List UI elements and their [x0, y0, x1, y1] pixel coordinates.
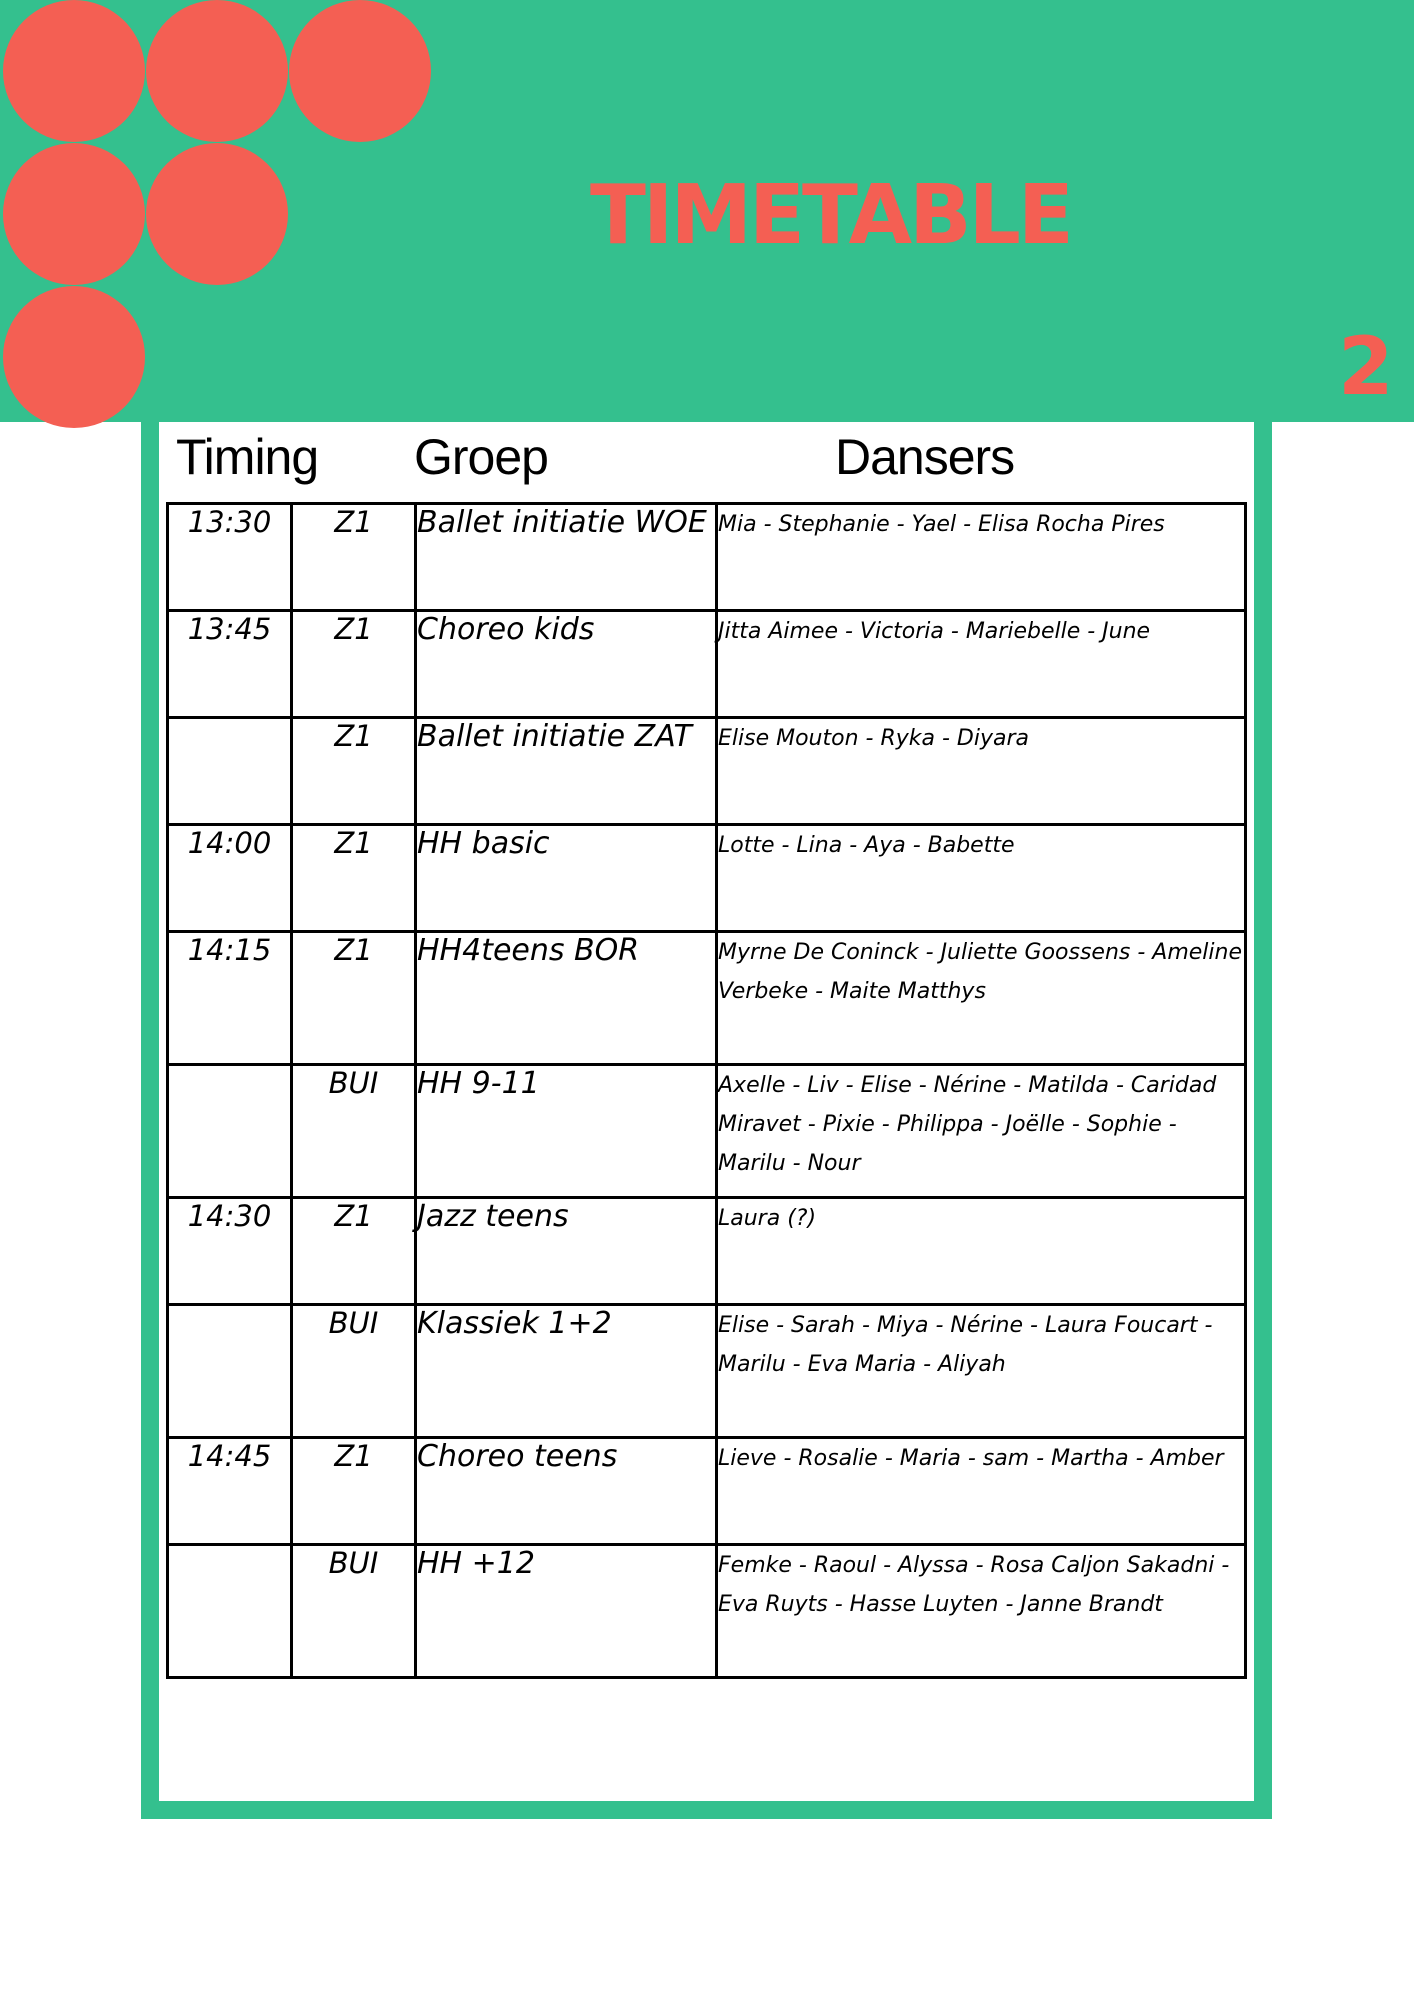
table-row — [168, 825, 1246, 932]
table-row — [168, 1198, 1246, 1305]
time-cell: 13:30 — [168, 504, 292, 611]
zone-cell: BUI — [292, 1305, 416, 1438]
dancers-cell: Axelle - Liv - Elise - Nérine - Matilda - Caridad Miravet - Pixie - Philippa - Joëlle - Sophie - Marilu - Nour — [717, 1065, 1246, 1198]
dancers-cell: Lieve - Rosalie - Maria - sam - Martha - Amber — [717, 1438, 1246, 1545]
decorative-circle — [3, 143, 145, 285]
group-cell: Choreo teens — [416, 1438, 717, 1545]
dancers-cell: Mia - Stephanie - Yael - Elisa Rocha Pires — [717, 504, 1246, 611]
table-row — [168, 1438, 1246, 1545]
zone-cell: Z1 — [292, 718, 416, 825]
decorative-circle — [3, 0, 145, 142]
table-row — [168, 932, 1246, 1065]
timetable — [166, 502, 1247, 1679]
dancers-cell: Elise Mouton - Ryka - Diyara — [717, 718, 1246, 825]
decorative-circle — [146, 0, 288, 142]
time-cell — [168, 1545, 292, 1678]
page-number: 2 — [1338, 320, 1394, 413]
decorative-circle — [289, 0, 431, 142]
page-title: TIMETABLE — [590, 168, 1071, 263]
zone-cell: Z1 — [292, 825, 416, 932]
time-cell: 14:00 — [168, 825, 292, 932]
column-header-timing: Timing — [176, 429, 319, 485]
zone-cell: BUI — [292, 1065, 416, 1198]
zone-cell: Z1 — [292, 1198, 416, 1305]
time-cell: 13:45 — [168, 611, 292, 718]
table-row — [168, 718, 1246, 825]
dancers-cell: Femke - Raoul - Alyssa - Rosa Caljon Sakadni - Eva Ruyts - Hasse Luyten - Janne Brandt — [717, 1545, 1246, 1678]
dancers-cell: Elise - Sarah - Miya - Nérine - Laura Foucart - Marilu - Eva Maria - Aliyah — [717, 1305, 1246, 1438]
table-row — [168, 1305, 1246, 1438]
time-cell: 14:15 — [168, 932, 292, 1065]
table-row — [168, 504, 1246, 611]
table-row — [168, 611, 1246, 718]
dancers-cell: Jitta Aimee - Victoria - Mariebelle - June — [717, 611, 1246, 718]
group-cell: HH 9-11 — [416, 1065, 717, 1198]
zone-cell: Z1 — [292, 932, 416, 1065]
time-cell: 14:45 — [168, 1438, 292, 1545]
group-cell: Jazz teens — [416, 1198, 717, 1305]
group-cell: HH4teens BOR — [416, 932, 717, 1065]
zone-cell: BUI — [292, 1545, 416, 1678]
time-cell — [168, 1305, 292, 1438]
time-cell: 14:30 — [168, 1198, 292, 1305]
time-cell — [168, 718, 292, 825]
group-cell: Ballet initiatie ZAT — [416, 718, 717, 825]
group-cell: Choreo kids — [416, 611, 717, 718]
group-cell: Klassiek 1+2 — [416, 1305, 717, 1438]
table-row — [168, 1065, 1246, 1198]
column-header-dansers: Dansers — [835, 429, 1015, 485]
column-header-groep: Groep — [414, 429, 548, 485]
group-cell: HH basic — [416, 825, 717, 932]
zone-cell: Z1 — [292, 504, 416, 611]
zone-cell: Z1 — [292, 1438, 416, 1545]
decorative-circle — [3, 286, 145, 428]
table-row — [168, 1545, 1246, 1678]
dancers-cell: Lotte - Lina - Aya - Babette — [717, 825, 1246, 932]
zone-cell: Z1 — [292, 611, 416, 718]
group-cell: HH +12 — [416, 1545, 717, 1678]
dancers-cell: Laura (?) — [717, 1198, 1246, 1305]
group-cell: Ballet initiatie WOE — [416, 504, 717, 611]
decorative-circle — [146, 143, 288, 285]
dancers-cell: Myrne De Coninck - Juliette Goossens - Ameline Verbeke - Maite Matthys — [717, 932, 1246, 1065]
time-cell — [168, 1065, 292, 1198]
